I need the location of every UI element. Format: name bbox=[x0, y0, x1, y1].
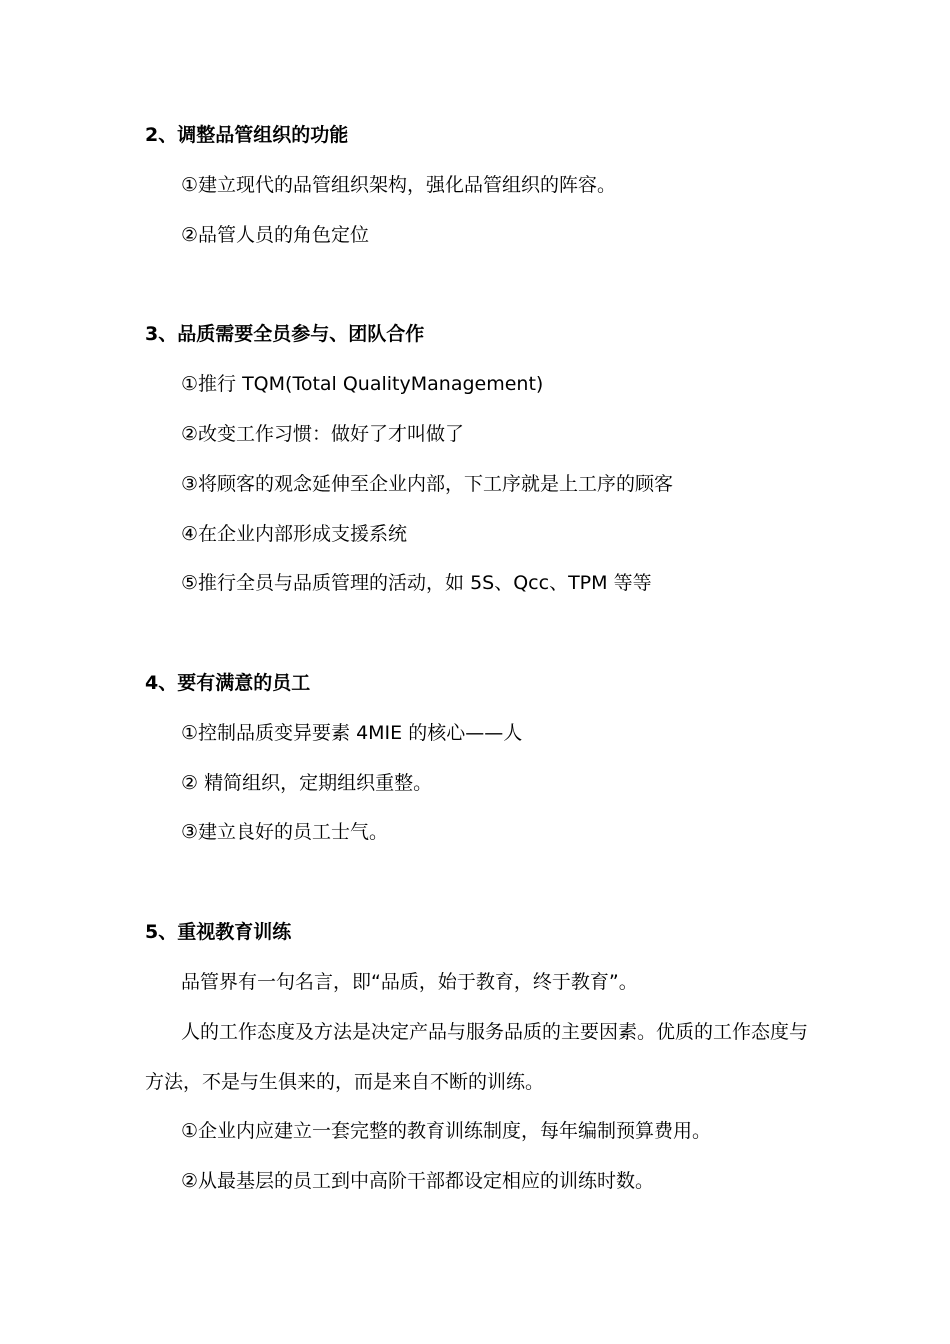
list-item: ② 精简组织，定期组织重整。 bbox=[181, 772, 433, 794]
list-item: ④在企业内部形成支援系统 bbox=[181, 523, 408, 545]
list-item: ③建立良好的员工士气。 bbox=[181, 821, 389, 843]
section-heading: 3、品质需要全员参与、团队合作 bbox=[145, 323, 425, 345]
list-item: ①企业内应建立一套完整的教育训练制度，每年编制预算费用。 bbox=[181, 1120, 712, 1142]
section-heading: 2、调整品管组织的功能 bbox=[145, 124, 349, 146]
section-heading: 4、要有满意的员工 bbox=[145, 672, 311, 694]
paragraph: 人的工作态度及方法是决定产品与服务品质的主要因素。优质的工作态度与 bbox=[181, 1021, 809, 1043]
list-item: ②品管人员的角色定位 bbox=[181, 224, 370, 246]
paragraph: 品管界有一句名言，即“品质，始于教育，终于教育”。 bbox=[181, 971, 638, 993]
section-heading: 5、重视教育训练 bbox=[145, 921, 292, 943]
list-item: ②从最基层的员工到中高阶干部都设定相应的训练时数。 bbox=[181, 1170, 655, 1192]
list-item: ①推行 TQM(Total QualityManagement) bbox=[181, 373, 544, 395]
list-item: ①建立现代的品管组织架构，强化品管组织的阵容。 bbox=[181, 174, 617, 196]
paragraph-continuation: 方法，不是与生俱来的，而是来自不断的训练。 bbox=[145, 1071, 545, 1093]
list-item: ③将顾客的观念延伸至企业内部，下工序就是上工序的顾客 bbox=[181, 473, 674, 495]
list-item: ②改变工作习惯：做好了才叫做了 bbox=[181, 423, 465, 445]
list-item: ⑤推行全员与品质管理的活动，如 5S、Qcc、TPM 等等 bbox=[181, 572, 652, 594]
list-item: ①控制品质变异要素 4MIE 的核心——人 bbox=[181, 722, 523, 744]
